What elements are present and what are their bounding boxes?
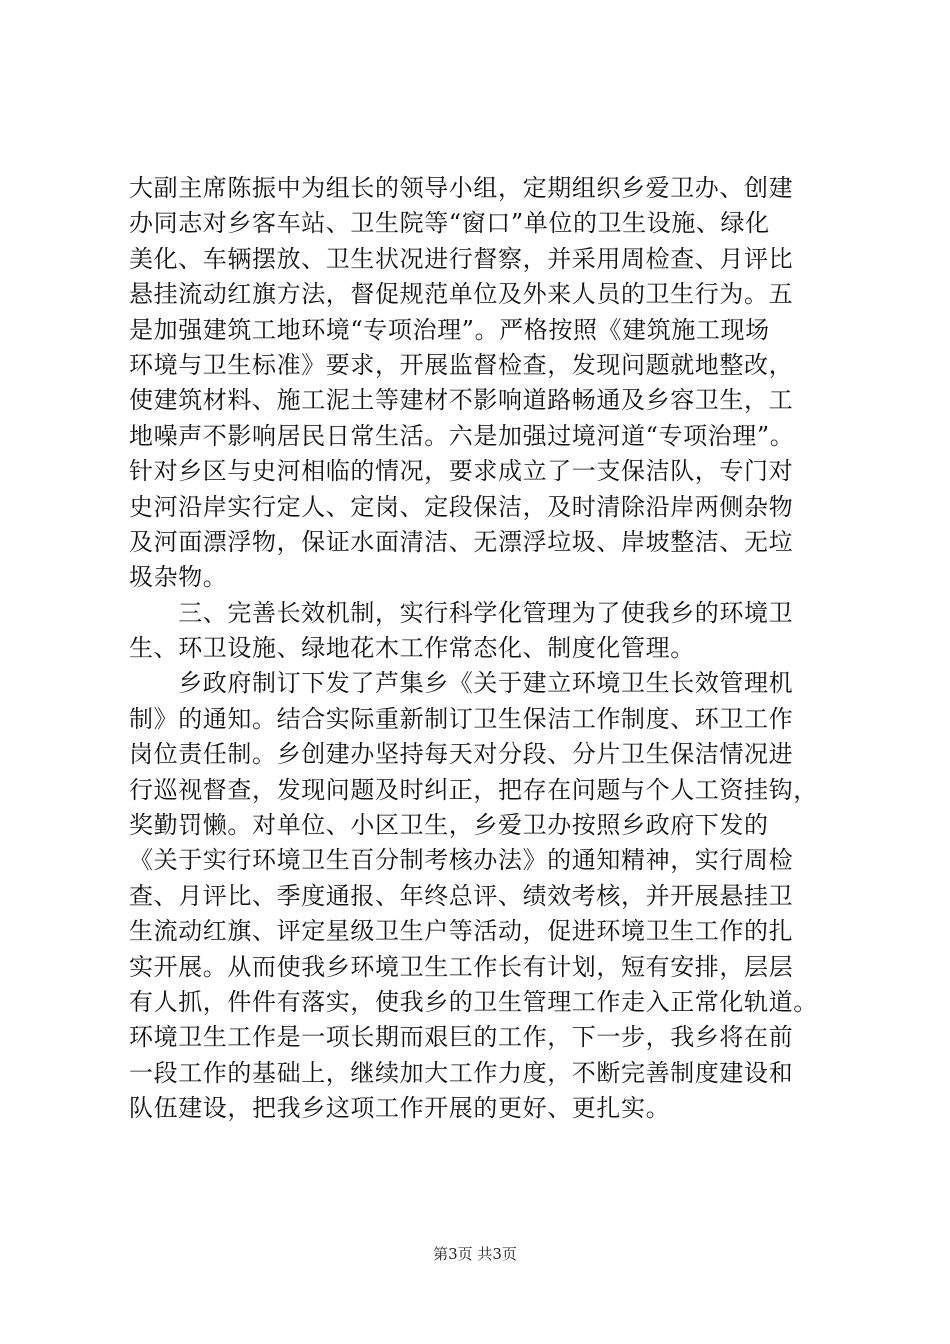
text-line: 岗位责任制。乡创建办坚持每天对分段、分片卫生保洁情况进 (129, 740, 794, 769)
text-line: 环境与卫生标准》要求，开展监督检查，发现问题就地整改， (129, 350, 794, 379)
text-line: 针对乡区与史河相临的情况，要求成立了一支保洁队，专门对 (129, 457, 794, 486)
section-heading-line: 三、完善长效机制，实行科学化管理为了使我乡的环境卫 (129, 598, 794, 627)
text-line: 队伍建设，把我乡这项工作开展的更好、更扎实。 (129, 1094, 671, 1123)
paragraph-start-line: 乡政府制订下发了芦集乡《关于建立环境卫生长效管理机 (129, 669, 794, 698)
text-line: 是加强建筑工地环境“专项治理”。严格按照《建筑施工现场 (129, 315, 770, 344)
text-line: 实开展。从而使我乡环境卫生工作长有计划，短有安排，层层 (129, 952, 794, 981)
text-line: 环境卫生工作是一项长期而艰巨的工作，下一步，我乡将在前 (129, 1023, 794, 1052)
text-line: 办同志对乡客车站、卫生院等“窗口”单位的卫生设施、绿化 (129, 209, 770, 238)
text-line: 美化、车辆摆放、卫生状况进行督察，并采用周检查、月评比 (129, 244, 794, 273)
text-line: 悬挂流动红旗方法，督促规范单位及外来人员的卫生行为。五 (129, 280, 794, 309)
text-line: 生、环卫设施、绿地花木工作常态化、制度化管理。 (129, 634, 695, 663)
text-line: 及河面漂浮物，保证水面清洁、无漂浮垃圾、岸坡整洁、无垃 (129, 527, 794, 556)
text-line: 大副主席陈振中为组长的领导小组，定期组织乡爱卫办、创建 (129, 174, 794, 202)
text-line: 使建筑材料、施工泥土等建材不影响道路畅通及乡容卫生，工 (129, 386, 794, 415)
text-line: 查、月评比、季度通报、年终总评、绩效考核，并开展悬挂卫 (129, 881, 794, 910)
text-line: 《关于实行环境卫生百分制考核办法》的通知精神，实行周检 (129, 846, 794, 875)
text-line: 圾杂物。 (129, 563, 228, 592)
text-line: 史河沿岸实行定人、定岗、定段保洁，及时清除沿岸两侧杂物 (129, 492, 794, 521)
text-line: 制》的通知。结合实际重新制订卫生保洁工作制度、环卫工作 (129, 704, 794, 733)
text-line: 生流动红旗、评定星级卫生户等活动，促进环境卫生工作的扎 (129, 917, 794, 946)
text-line: 行巡视督查，发现问题及时纠正，把存在问题与个人工资挂钩， (129, 775, 818, 804)
text-line: 奖勤罚懒。对单位、小区卫生，乡爱卫办按照乡政府下发的 (129, 811, 769, 840)
page-number-footer: 第3页 共3页 (433, 1245, 517, 1263)
body-text (129, 171, 849, 1127)
text-line: 地噪声不影响居民日常生活。六是加强过境河道“专项治理”。 (129, 421, 795, 450)
text-line: 有人抓，件件有落实，使我乡的卫生管理工作走入正常化轨道。 (129, 987, 818, 1016)
text-line: 一段工作的基础上，继续加大工作力度，不断完善制度建设和 (129, 1058, 794, 1087)
